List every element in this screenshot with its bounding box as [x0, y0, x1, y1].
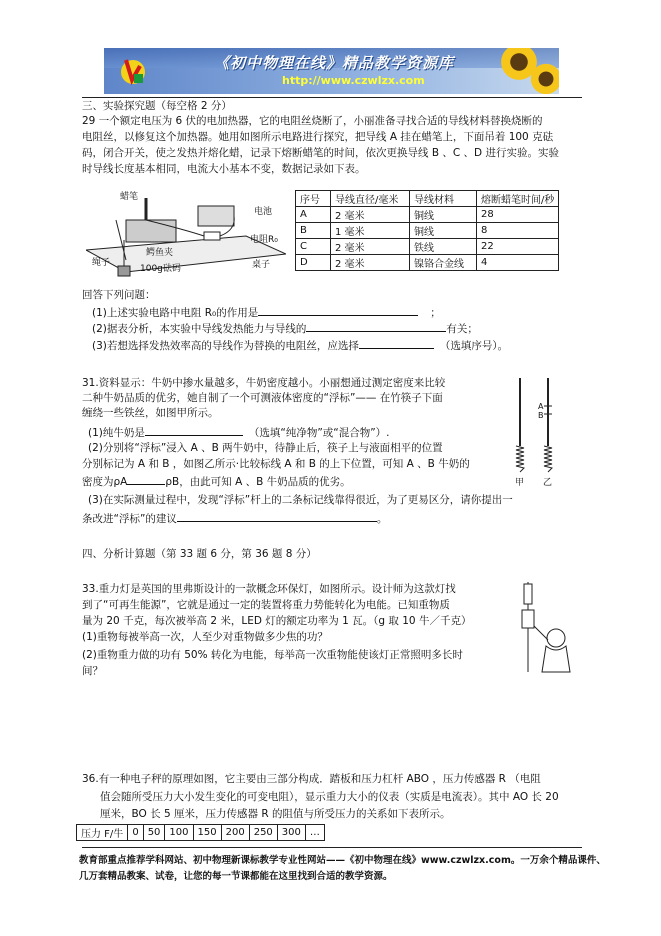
- table-cell: 压力 F/牛: [77, 825, 128, 841]
- table-header-cell: 导线直径/毫米: [331, 191, 410, 207]
- q29-sub-2-text: (2)据表分析，本实验中导线发热能力与导线的: [92, 323, 307, 335]
- q31-sub-2-line-1: (2)分别将“浮标”浸入 A 、B 两牛奶中，待静止后，筷子上与液面相平的位置: [88, 442, 443, 454]
- table-cell: 0: [128, 825, 143, 841]
- label-resistor: 电阻R₀: [250, 235, 278, 245]
- q29-data-table: [295, 190, 559, 271]
- footer-line-1: 教育部重点推荐学科网站、初中物理新课标教学专业性网站——《初中物理在线》www.czwlzx.com。一万余个精品课件、: [79, 855, 606, 866]
- footer-line-2: 几万套精品教案、试卷，让您的每一节课都能在这里找到合适的教学资源。: [79, 871, 393, 882]
- site-logo-icon: [120, 56, 146, 86]
- q33-line-3: 量为 20 千克，每次被举高 2 米，LED 灯的额定功率为 1 瓦。（g 取 10 牛／千克）: [82, 615, 472, 627]
- q29-sub-3-text: (3)若想选择发热效率高的导线作为替换的电阻丝，应选择: [92, 340, 359, 352]
- label-weight: 100g砝码: [140, 264, 181, 274]
- q36-line-3: 厘米，BO 长 5 厘米，压力传感器 R 的阻值与所受压力的关系如下表所示。: [100, 808, 451, 820]
- answer-blank[interactable]: [127, 473, 165, 485]
- q36-line-1: 36.有一种电子秤的原理如图，它主要由三部分构成．踏板和压力杠杆 ABO ，压力传感器 R （电阻: [82, 773, 541, 785]
- q29-sub-2: [92, 320, 478, 337]
- q29-sub-1-end: ；: [430, 307, 441, 319]
- table-cell: 150: [193, 825, 221, 841]
- q36-pressure-table: [76, 824, 325, 841]
- label-table: 桌子: [252, 260, 271, 270]
- q29-sub-3-end: （选填序号）。: [439, 340, 509, 352]
- q31-line-1: 31.资料显示：牛奶中掺水量越多，牛奶密度越小。小丽想通过测定密度来比较: [82, 377, 446, 389]
- q33-line-2: 到了“可再生能源”，它就是通过一定的装置将重力势能转化为电能。已知重物质: [82, 599, 450, 611]
- table-cell: 100: [165, 825, 193, 841]
- q33-gravity-lamp-figure: [498, 580, 578, 675]
- q29-answer-intro: 回答下列问题：: [82, 289, 156, 301]
- banner-title: 《初中物理在线》精品教学资源库: [214, 54, 455, 72]
- table-header-row: [296, 191, 559, 207]
- q31-line-3: 缠绕一些铁丝，如图甲所示。: [82, 407, 219, 419]
- q33-line-6: 间？: [82, 665, 103, 677]
- table-cell: 200: [221, 825, 249, 841]
- q31-float-figure: [500, 376, 570, 486]
- q31-sub-2-line-2: 分别标记为 A 和 B ，如图乙所示·比较标线 A 和 B 的上下位置，可知 A 、B 牛奶的: [82, 458, 470, 470]
- table-cell: 22: [477, 239, 559, 255]
- answer-blank[interactable]: [258, 304, 418, 316]
- q29-line-3: 码，闭合开关，使之发热并熔化蜡，记录下熔断蜡笔的时间，依次更换导线 B 、C 、D 进行实验。实验: [82, 147, 559, 159]
- q33-line-4: (1)重物每被举高一次，人至少对重物做多少焦的功？: [82, 631, 328, 643]
- table-cell: 2 毫米: [331, 255, 410, 271]
- q29-sub-1-text: (1)上述实验电路中电阻 R₀的作用是: [92, 307, 259, 319]
- table-row: [296, 239, 559, 255]
- table-cell: B: [296, 223, 331, 239]
- table-cell: 300: [277, 825, 305, 841]
- answer-blank[interactable]: [306, 320, 446, 332]
- table-cell: 8: [477, 223, 559, 239]
- table-cell: 镍铬合金线: [410, 255, 477, 271]
- footer-rule: [82, 847, 582, 848]
- table-row: [296, 255, 559, 271]
- q31-sub-1: [88, 424, 389, 441]
- q33-line-1: 33.重力灯是英国的里弗斯设计的一款概念环保灯，如图所示。设计师为这款灯找: [82, 583, 456, 595]
- figure-mark-b: B: [538, 411, 544, 420]
- q29-line-2: 电阻丝，以修复这个加热器。她用如图所示电路进行探究，把导线 A 挂在蜡笔上，下面吊着 100 克砝: [82, 131, 554, 143]
- table-cell: 2 毫米: [331, 207, 410, 223]
- q31-sub-2-end: ρB，由此可知 A 、B 牛奶品质的优劣。: [165, 476, 351, 488]
- table-cell: C: [296, 239, 331, 255]
- table-row: [296, 207, 559, 223]
- table-cell: 铜线: [410, 207, 477, 223]
- table-cell: 铜线: [410, 223, 477, 239]
- table-cell: D: [296, 255, 331, 271]
- q31-sub-3-text: 条改进“浮标”的建议: [82, 513, 177, 525]
- q31-sub-1-end: （选填“纯净物”或“混合物”）.: [248, 427, 390, 439]
- q33-line-5: (2)重物重力做的功有 50% 转化为电能，每举高一次重物能使该灯正常照明多长时: [82, 649, 463, 661]
- q31-sub-2-line-3: [82, 473, 351, 490]
- answer-blank[interactable]: [177, 510, 377, 522]
- q29-sub-2-end: 有关；: [446, 323, 478, 335]
- label-rope: 绳子: [92, 258, 111, 268]
- figure-label-left: 甲: [515, 478, 525, 488]
- banner-url[interactable]: http://www.czwlzx.com: [282, 74, 425, 87]
- label-crayon: 蜡笔: [120, 192, 139, 202]
- label-battery: 电池: [254, 207, 273, 217]
- table-cell: 28: [477, 207, 559, 223]
- table-cell: 4: [477, 255, 559, 271]
- answer-blank[interactable]: [359, 337, 434, 349]
- table-header-cell: 熔断蜡笔时间/秒: [477, 191, 559, 207]
- q29-sub-3: [92, 337, 508, 354]
- q29-line-4: 时导线长度基本相同，电流大小基本不变，数据记录如下表。: [82, 163, 366, 175]
- table-header-cell: 导线材料: [410, 191, 477, 207]
- section-4-heading: 四、分析计算题（第 33 题 6 分，第 36 题 8 分）: [82, 548, 317, 560]
- q31-sub-3-line-2: [82, 510, 387, 527]
- figure-label-right: 乙: [543, 478, 553, 488]
- table-cell: 250: [249, 825, 277, 841]
- q29-sub-1: [92, 304, 441, 321]
- answer-blank[interactable]: [145, 424, 243, 436]
- q31-sub-2-text: 密度为ρA: [82, 476, 128, 488]
- q31-sub-1-text: (1)纯牛奶是: [88, 427, 145, 439]
- table-row: [77, 825, 325, 841]
- q31-line-2: 二种牛奶品质的优劣，她自制了一个可测液体密度的“浮标”—— 在竹筷子下面: [82, 392, 443, 404]
- table-cell: A: [296, 207, 331, 223]
- q29-line-1: 29 一个额定电压为 6 伏的电加热器，它的电阻丝烧断了，小丽准备寻找合适的导线材料替换烧断的: [82, 115, 543, 127]
- label-clip: 鳄鱼夹: [146, 248, 174, 258]
- q36-line-2: 值会随所受压力大小发生变化的可变电阻），显示重力大小的仪表（实质是电流表）。其中 AO 长 20: [100, 791, 559, 803]
- table-cell: 铁线: [410, 239, 477, 255]
- table-row: [296, 223, 559, 239]
- banner: [104, 48, 559, 94]
- table-cell: 50: [143, 825, 165, 841]
- section-3-heading: 三、实验探究题（每空格 2 分）: [82, 100, 232, 112]
- table-cell: …: [305, 825, 324, 841]
- table-cell: 1 毫米: [331, 223, 410, 239]
- table-header-cell: 序号: [296, 191, 331, 207]
- q31-sub-3-end: 。: [376, 513, 388, 525]
- header-rule: [82, 97, 582, 98]
- sunflower-icon: [529, 62, 559, 94]
- q31-sub-3-line-1: (3)在实际测量过程中，发现“浮标”杆上的二条标记线靠得很近，为了更易区分，请你提出一: [88, 494, 513, 506]
- table-cell: 2 毫米: [331, 239, 410, 255]
- figure-mark-a: A: [538, 402, 544, 411]
